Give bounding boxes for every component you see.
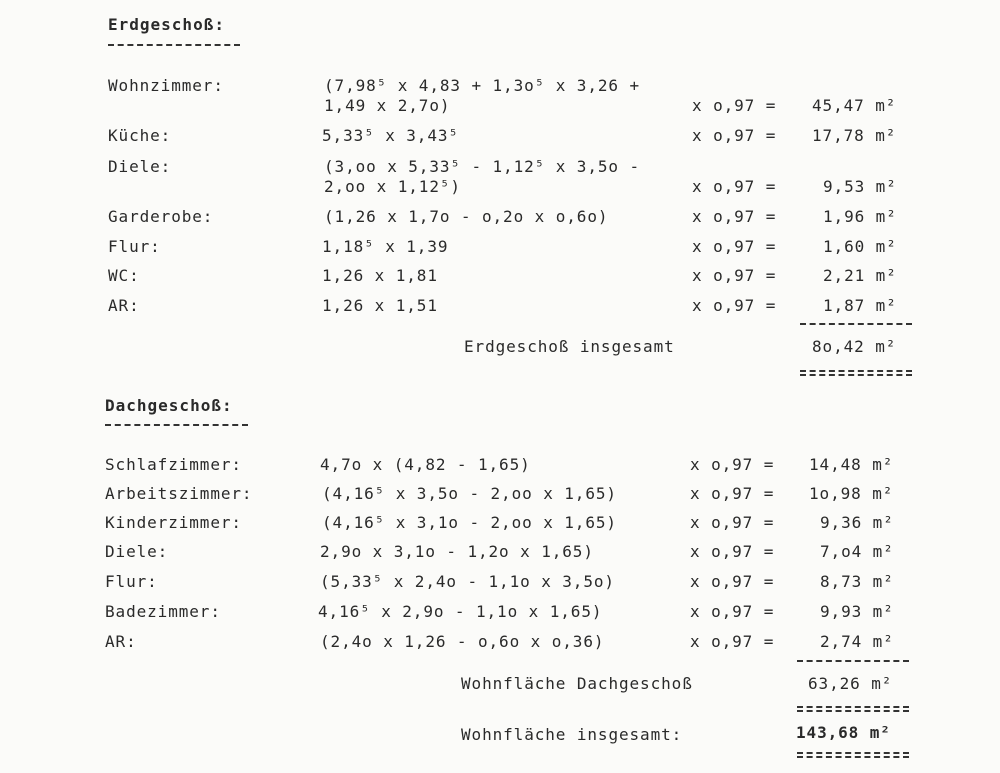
reduction-factor: x o,97 =: [692, 177, 777, 196]
room-area: 1o,98 m²: [809, 484, 894, 503]
room-label: Arbeitszimmer:: [105, 484, 253, 503]
area-formula-continued: 1,49 x 2,7o): [324, 96, 451, 115]
room-label: Kinderzimmer:: [105, 513, 242, 532]
attic-floor-total-value: 63,26 m²: [808, 674, 893, 693]
area-formula: 1,26 x 1,81: [322, 266, 438, 285]
attic-floor-total-label: Wohnfläche Dachgeschoß: [461, 674, 693, 693]
sum-rule: [797, 660, 909, 662]
area-formula: 4,7o x (4,82 - 1,65): [320, 455, 531, 474]
room-area: 9,53 m²: [823, 177, 897, 196]
reduction-factor: x o,97 =: [692, 266, 777, 285]
area-formula: 1,18⁵ x 1,39: [322, 237, 449, 256]
grand-total-label: Wohnfläche insgesamt:: [461, 725, 683, 744]
room-label: Garderobe:: [108, 207, 214, 226]
room-area: 1,87 m²: [823, 296, 897, 315]
room-label: Wohnzimmer:: [108, 76, 224, 95]
reduction-factor: x o,97 =: [692, 126, 777, 145]
grand-total-double-rule: [797, 752, 909, 754]
ground-floor-heading: Erdgeschoß:: [108, 15, 225, 34]
ground-floor-total-value: 8o,42 m²: [812, 337, 897, 356]
room-label: WC:: [108, 266, 140, 285]
room-label: Diele:: [108, 157, 172, 176]
room-area: 8,73 m²: [820, 572, 894, 591]
reduction-factor: x o,97 =: [692, 296, 777, 315]
area-formula-continued: 2,oo x 1,12⁵): [324, 177, 461, 196]
room-area: 1,60 m²: [823, 237, 897, 256]
reduction-factor: x o,97 =: [692, 237, 777, 256]
reduction-factor: x o,97 =: [690, 455, 775, 474]
sum-rule: [800, 323, 912, 325]
reduction-factor: x o,97 =: [690, 632, 775, 651]
room-label: Küche:: [108, 126, 172, 145]
total-double-rule: [797, 706, 909, 708]
reduction-factor: x o,97 =: [690, 602, 775, 621]
area-formula: (2,4o x 1,26 - o,6o x o,36): [320, 632, 605, 651]
area-formula: (4,16⁵ x 3,1o - 2,oo x 1,65): [322, 513, 617, 532]
heading-underline: [108, 44, 240, 46]
grand-total-value: 143,68 m²: [796, 723, 891, 742]
area-formula: 1,26 x 1,51: [322, 296, 438, 315]
area-formula: (5,33⁵ x 2,4o - 1,1o x 3,5o): [320, 572, 615, 591]
reduction-factor: x o,97 =: [692, 96, 777, 115]
heading-underline: [105, 424, 248, 426]
room-label: AR:: [108, 296, 140, 315]
room-area: 1,96 m²: [823, 207, 897, 226]
area-formula: (4,16⁵ x 3,5o - 2,oo x 1,65): [322, 484, 617, 503]
reduction-factor: x o,97 =: [690, 542, 775, 561]
reduction-factor: x o,97 =: [690, 513, 775, 532]
room-area: 2,21 m²: [823, 266, 897, 285]
room-area: 9,93 m²: [820, 602, 894, 621]
room-label: Flur:: [108, 237, 161, 256]
reduction-factor: x o,97 =: [692, 207, 777, 226]
room-area: 45,47 m²: [812, 96, 897, 115]
room-label: AR:: [105, 632, 137, 651]
area-formula: 4,16⁵ x 2,9o - 1,1o x 1,65): [318, 602, 603, 621]
room-label: Schlafzimmer:: [105, 455, 242, 474]
attic-floor-heading: Dachgeschoß:: [105, 396, 233, 415]
room-label: Badezimmer:: [105, 602, 221, 621]
ground-floor-total-label: Erdgeschoß insgesamt: [464, 337, 675, 356]
room-area: 2,74 m²: [820, 632, 894, 651]
area-formula: (1,26 x 1,7o - o,2o x o,6o): [324, 207, 609, 226]
room-area: 9,36 m²: [820, 513, 894, 532]
room-area: 7,o4 m²: [820, 542, 894, 561]
reduction-factor: x o,97 =: [690, 572, 775, 591]
room-label: Diele:: [105, 542, 169, 561]
area-formula: (7,98⁵ x 4,83 + 1,3o⁵ x 3,26 +: [324, 76, 640, 95]
reduction-factor: x o,97 =: [690, 484, 775, 503]
room-area: 17,78 m²: [812, 126, 897, 145]
area-formula: (3,oo x 5,33⁵ - 1,12⁵ x 3,5o -: [324, 157, 640, 176]
room-area: 14,48 m²: [809, 455, 894, 474]
area-formula: 5,33⁵ x 3,43⁵: [322, 126, 459, 145]
total-double-rule: [800, 370, 912, 372]
area-formula: 2,9o x 3,1o - 1,2o x 1,65): [320, 542, 594, 561]
room-label: Flur:: [105, 572, 158, 591]
